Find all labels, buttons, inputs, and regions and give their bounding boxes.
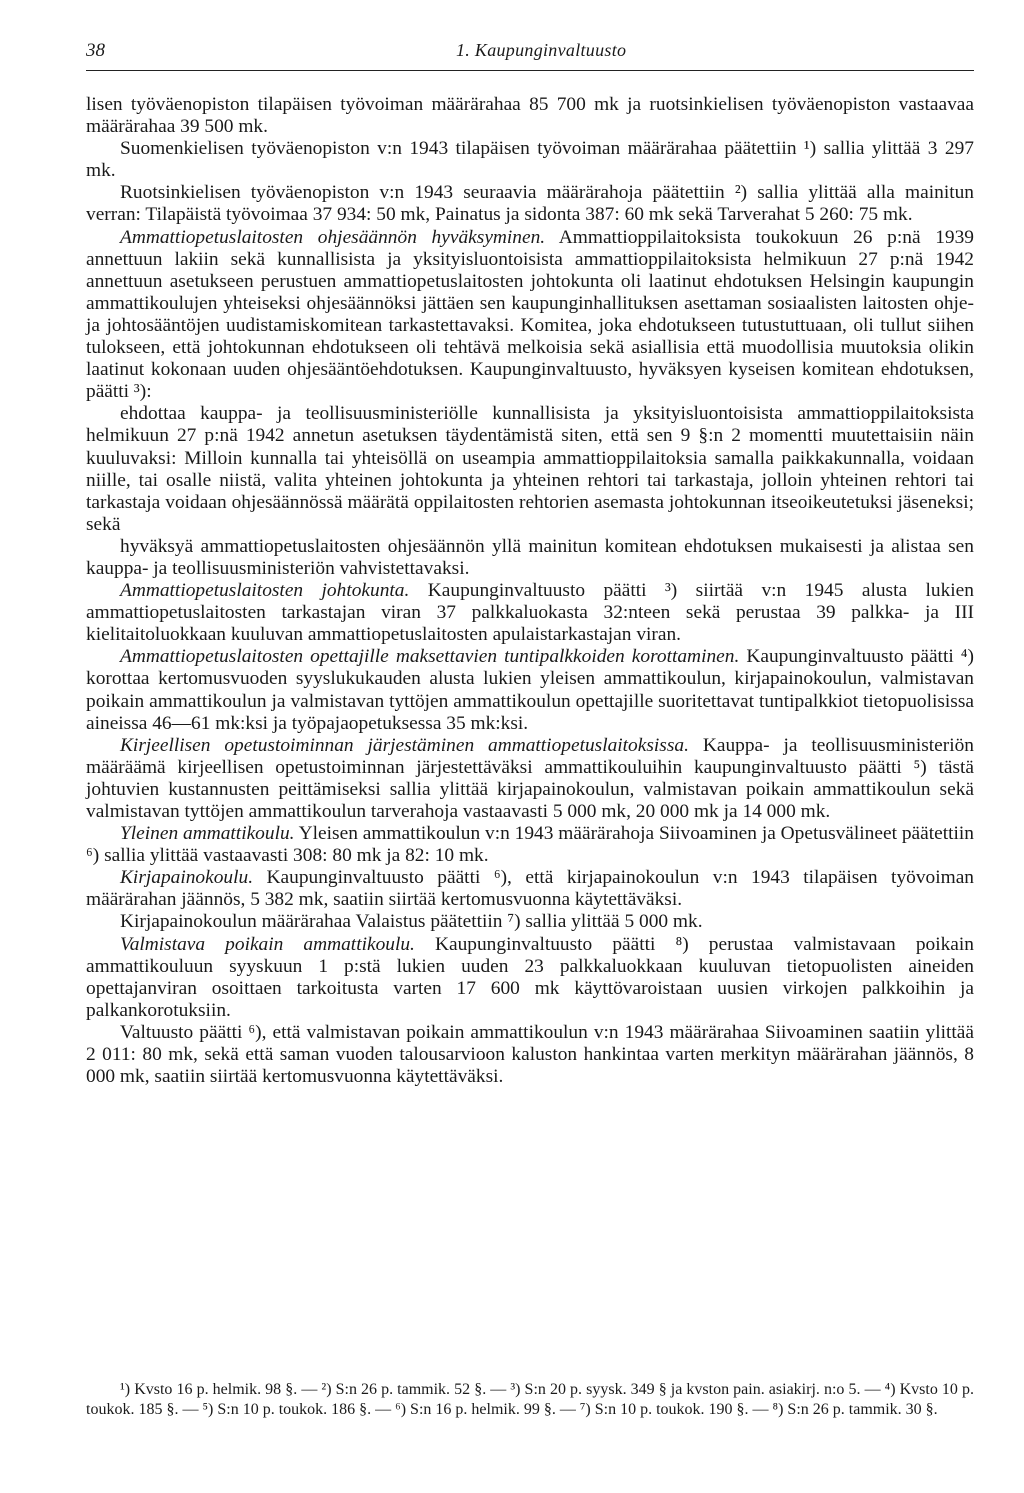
paragraph-text: Kaupunginvaltuusto päätti ⁴) korottaa kertomusvuoden syyslukukauden alusta lukien yleisen ammattikoulun, kirjapainokoulun, valmistavan poikain ammattikoulun ja valmistavan tyttöjen ammattikoulun opettajille suoritettavat tuntipalkkiot tietopuolisissa aineissa 46—61 mk:ksi ja työpajaopetuksessa 35 mk:ksi. xyxy=(86,646,974,734)
paragraph xyxy=(86,735,974,823)
paragraph-text: Ammattioppilaitoksista toukokuun 26 p:nä 1939 annettuun lakiin sekä kunnallisista ja yksityisluontoisista ammattioppilaitoksista helmikuun 27 p:nä 1942 annettuun asetukseen perustuen ammattiopetuslaitosten johtokunta oli laatinut ehdotuksen Helsingin kaupungin ammattikoulujen yhteiseksi ohjesäännöksi jättäen sen kaupunginhallituksen asettaman sosiaalisten laitosten ohje- ja johtosääntöjen uudistamiskomitean tarkastettavaksi. Komitea, joka ehdotukseen tutustuttuaan, oli tullut siihen tulokseen, että johtokunnan ehdotukseen oli tehtävä melkoisia sekä asiallisia että muodollisia muutoksia olikin laatinut kokonaan uuden ohjesääntöehdotuksen. Kaupunginvaltuusto, hyväksyen kyseisen komitean ehdotuksen, päätti ³): xyxy=(86,226,974,403)
paragraph xyxy=(86,94,974,138)
paragraph-text: Valtuusto päätti ⁶), että valmistavan poikain ammattikoulun v:n 1943 määrärahaa Siivoaminen saatiin ylittää 2 011: 80 mk, sekä että saman vuoden talousarvioon kaluston hankintaa varten merkityn määrärahan jäännös, 8 000 mk, saatiin siirtää kertomusvuonna käytettäväksi. xyxy=(86,1021,974,1088)
paragraph xyxy=(86,823,974,867)
paragraph xyxy=(86,911,974,933)
section-heading: Kirjapainokoulu. xyxy=(120,867,254,889)
paragraph-text: Kaupunginvaltuusto päätti ⁶), että kirjapainokoulun v:n 1943 tilapäisen työvoiman määrärahan jäännös, 5 382 mk, saatiin siirtää kertomusvuonna käytettäväksi. xyxy=(86,867,974,911)
running-head: 1. Kaupunginvaltuusto xyxy=(456,40,627,60)
paragraph xyxy=(86,227,974,404)
paragraph-text: Suomenkielisen työväenopiston v:n 1943 tilapäisen työvoiman määrärahaa päätettiin ¹) sallia ylittää 3 297 mk. xyxy=(86,138,974,182)
paragraph xyxy=(86,403,974,536)
paragraph-text: Kaupunginvaltuusto päätti ⁸) perustaa valmistavaan poikain ammattikouluun syyskuun 1 p:stä lukien uuden 23 palkkaluokkaan kuuluvan tietopuolisten aineiden opettajanviran osoittaen tarkoitusta varten 17 600 mk käyttövaroistaan uusien virkojen palkkoihin ja palkankorotuksiin. xyxy=(86,933,974,1021)
paragraph-text: lisen työväenopiston tilapäisen työvoiman määrärahaa 85 700 mk ja ruotsinkielisen työväenopiston vastaavaa määrärahaa 39 500 mk. xyxy=(86,94,974,138)
section-heading: Ammattiopetuslaitosten ohjesäännön hyväksyminen. xyxy=(120,226,546,248)
paragraph-text: Kirjapainokoulun määrärahaa Valaistus päätettiin ⁷) sallia ylittää 5 000 mk. xyxy=(120,911,703,933)
section-heading: Kirjeellisen opetustoiminnan järjestäminen ammattiopetuslaitoksissa. xyxy=(120,734,689,756)
paragraph xyxy=(86,580,974,646)
paragraph xyxy=(86,536,974,580)
page-header xyxy=(86,40,974,71)
paragraph-text: Yleisen ammattikoulun v:n 1943 määrärahoja Siivoaminen ja Opetusvälineet päätettiin ⁶) sallia ylittää vastaavasti 308: 80 mk ja 82: 10 mk. xyxy=(86,823,974,867)
section-heading: Yleinen ammattikoulu. xyxy=(120,823,295,845)
section-heading: Ammattiopetuslaitosten opettajille maksettavien tuntipalkkoiden korottaminen. xyxy=(120,646,740,668)
paragraph xyxy=(86,138,974,182)
section-heading: Valmistava poikain ammattikoulu. xyxy=(120,933,415,955)
paragraph xyxy=(86,934,974,1022)
paragraph xyxy=(86,646,974,734)
page-number: 38 xyxy=(86,40,105,61)
body-text xyxy=(86,94,974,1088)
paragraph xyxy=(86,182,974,226)
paragraph-text: Kaupunginvaltuusto päätti ³) siirtää v:n 1945 alusta lukien ammattiopetuslaitosten tarkastajan viran 37 palkkaluokasta 32:nteen sekä perustaa 39 palkka- ja III kielitaitoluokkaan kuuluvan ammattiopetuslaitosten apulaistarkastajan viran. xyxy=(86,580,974,646)
paragraph-text: Ruotsinkielisen työväenopiston v:n 1943 seuraavia määrärahoja päätettiin ²) sallia ylittää alla mainitun verran: Tilapäistä työvoimaa 37 934: 50 mk, Painatus ja sidonta 387: 60 mk sekä Tarverahat 5 260: 75 mk. xyxy=(86,182,974,226)
paragraph xyxy=(86,1022,974,1088)
footnotes xyxy=(86,1380,974,1420)
section-heading: Ammattiopetuslaitosten johtokunta. xyxy=(120,580,410,602)
footnote-text: ¹) Kvsto 16 p. helmik. 98 §. — ²) S:n 26 p. tammik. 52 §. — ³) S:n 20 p. syysk. 349 § ja kvston pain. asiakirj. n:o 5. — ⁴) Kvsto 10 p. toukok. 185 §. — ⁵) S:n 10 p. toukok. 186 §. — ⁶) S:n 16 p. helmik. 99 §. — ⁷) S:n 10 p. toukok. 190 §. — ⁸) S:n 26 p. tammik. 30 §. xyxy=(86,1381,974,1418)
paragraph-text: hyväksyä ammattiopetuslaitosten ohjesäännön yllä mainitun komitean ehdotuksen mukaisesti ja alistaa sen kauppa- ja teollisuusministeriön vahvistettavaksi. xyxy=(86,535,974,579)
paragraph-text: ehdottaa kauppa- ja teollisuusministeriölle kunnallisista ja yksityisluontoisista ammattioppilaitoksista helmikuun 27 p:nä 1942 annetun asetuksen täydentämistä siten, että sen 9 §:n 2 momentti muutettaisiin näin kuuluvaksi: Milloin kunnalla tai yhteisöllä on useampia ammattioppilaitoksia samalla paikkakunnalla, voidaan niille, tai osalle niistä, valita yhteinen johtokunta ja yhteinen rehtori tai tarkastaja, jolloin yhteinen rehtori tai tarkastaja voidaan ohjesäännössä määrätä oppilaitosten rehtorien asemasta johtokunnan itseoikeutetuksi jäseneksi; sekä xyxy=(86,403,974,535)
paragraph xyxy=(86,867,974,911)
paragraph-text: Kauppa- ja teollisuusministeriön määräämä kirjeellisen opetustoiminnan järjestettäväksi ammattikouluihin kaupunginvaltuusto päätti ⁵) tästä johtuvien kustannusten peittämiseksi sallia ylittää kirjapainokoulun, valmistavan poikain ammattikoulun sekä valmistavan tyttöjen ammattikoulun tarverahoja vastaavasti 5 000 mk, 20 000 mk ja 14 000 mk. xyxy=(86,734,974,822)
